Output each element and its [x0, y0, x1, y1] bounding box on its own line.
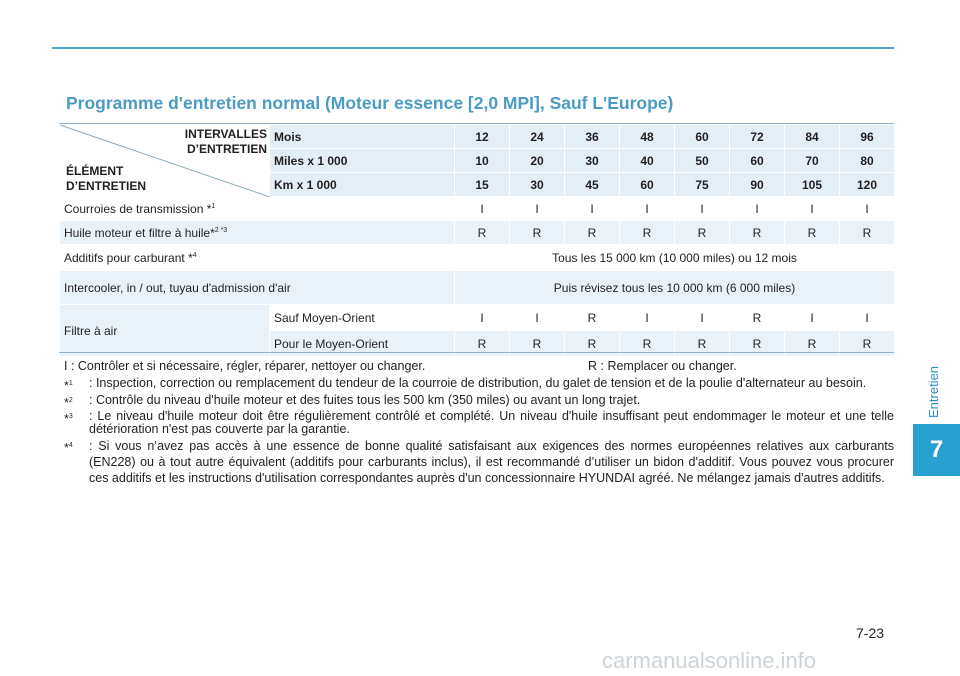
table-row-air-filter-1: [60, 305, 895, 331]
header-cell: 84: [785, 125, 840, 149]
schedule-cell: R: [840, 221, 895, 245]
item-text: Intercooler, in / out, tuyau d'admission d'air: [64, 280, 291, 295]
item-footnote: 4: [192, 251, 197, 259]
header-cell: 90: [730, 173, 785, 197]
schedule-cell: I: [510, 305, 565, 331]
table-row-oil: [60, 221, 895, 245]
footnote-mark: [64, 376, 73, 394]
header-cell: 40: [620, 149, 675, 173]
schedule-cell: I: [840, 305, 895, 331]
schedule-cell: I: [785, 305, 840, 331]
header-cell: 15: [455, 173, 510, 197]
footnote-text: : Si vous n’avez pas accès à une essence de bonne qualité satisfaisant aux exigences des normes européennes relatives aux carburants (EN228) ou à tout autre équivalent (additifs pour carburants inclus), il est recommandé d’utiliser un bidon d'additif. Vous pouvez vous procurer ces additifs et les instructions d'utilisation correspondantes auprès d'un concessionnaire HYUNDAI agréé. Ne mélangez jamais d'autres additifs.: [89, 439, 894, 485]
schedule-cell: R: [455, 221, 510, 245]
chapter-tab: 7: [913, 424, 960, 476]
schedule-cell: I: [675, 197, 730, 221]
schedule-cell: R: [675, 331, 730, 357]
item-label: [60, 271, 455, 305]
table-row-fuel-additives: [60, 245, 895, 271]
footnote-3: [64, 410, 894, 436]
schedule-cell: I: [840, 197, 895, 221]
schedule-cell: I: [455, 305, 510, 331]
table-bottom-rule: [59, 352, 894, 353]
schedule-cell: R: [510, 221, 565, 245]
footnote-mark: [64, 410, 73, 426]
footnote-number: 4: [68, 442, 73, 449]
item-label: [60, 221, 455, 245]
footnote-2: [64, 393, 894, 408]
header-cell: 105: [785, 173, 840, 197]
maintenance-schedule-table: [59, 124, 895, 357]
page-number: 7-23: [856, 625, 885, 641]
schedule-cell: R: [840, 331, 895, 357]
header-cell: 50: [675, 149, 730, 173]
table-row-belts: [60, 197, 895, 221]
legend-replace: R : Remplacer ou changer.: [588, 359, 737, 373]
header-cell: 70: [785, 149, 840, 173]
header-label: Km x 1 000: [270, 173, 455, 197]
schedule-cell: I: [620, 197, 675, 221]
header-cell: 75: [675, 173, 730, 197]
footnote-asterisk: *: [64, 379, 69, 393]
schedule-cell: R: [620, 221, 675, 245]
item-footnote: 1: [211, 202, 216, 210]
watermark: carmanualsonline.info: [602, 648, 817, 673]
header-label: Mois: [270, 125, 455, 149]
schedule-cell: R: [730, 331, 785, 357]
header-cell: 10: [455, 149, 510, 173]
schedule-cell: R: [730, 305, 785, 331]
schedule-cell: I: [675, 305, 730, 331]
schedule-cell: R: [455, 331, 510, 357]
header-cell: 45: [565, 173, 620, 197]
header-cell: 48: [620, 125, 675, 149]
schedule-cell: R: [785, 331, 840, 357]
footnote-asterisk: *: [64, 396, 69, 410]
item-label: [60, 197, 455, 221]
header-label: Miles x 1 000: [270, 149, 455, 173]
header-cell: 60: [620, 173, 675, 197]
footnote-text: : Le niveau d'huile moteur doit être régulièrement contrôlé et complété. Un niveau d'huile insuffisant peut endommager le moteur et une telle détérioration n'est pas couverte par la garantie.: [89, 409, 894, 436]
schedule-cell: R: [785, 221, 840, 245]
schedule-cell: R: [510, 331, 565, 357]
footnote-1: [64, 376, 894, 391]
table-row-intercooler: [60, 271, 895, 305]
sub-item-label: Sauf Moyen-Orient: [270, 305, 455, 331]
schedule-cell: I: [730, 197, 785, 221]
corner-element-text: ÉLÉMENT D’ENTRETIEN: [66, 164, 147, 193]
schedule-cell: I: [510, 197, 565, 221]
header-cell: 60: [675, 125, 730, 149]
item-text: Additifs pour carburant *: [64, 250, 193, 265]
item-text: Courroies de transmission *: [64, 201, 212, 216]
legend-inspect: I : Contrôler et si nécessaire, régler, réparer, nettoyer ou changer.: [64, 359, 426, 373]
footnote-text: : Inspection, correction ou remplacement du tendeur de la courroie de distribution, du galet de tension et de la poulie d'alternateur au besoin.: [89, 376, 867, 390]
schedule-cell: R: [565, 221, 620, 245]
schedule-cell: R: [565, 331, 620, 357]
page-title: Programme d'entretien normal (Moteur essence [2,0 MPI], Sauf L'Europe): [66, 93, 674, 113]
item-label: [60, 245, 455, 271]
footnote-text: : Contrôle du niveau d'huile moteur et des fuites tous les 500 km (350 miles) ou avant un long trajet.: [89, 393, 641, 407]
sub-item-label: Pour le Moyen-Orient: [270, 331, 455, 357]
footnote-number: 1: [68, 380, 73, 387]
item-footnote: 2 *3: [214, 226, 228, 234]
footnote-number: 2: [68, 397, 73, 404]
legend-row: [64, 359, 894, 374]
header-cell: 30: [510, 173, 565, 197]
footnote-mark: [64, 393, 73, 411]
footnote-asterisk: *: [64, 412, 69, 426]
footnote-4: [64, 438, 894, 486]
corner-element-label: [66, 164, 146, 194]
header-cell: 80: [840, 149, 895, 173]
item-label: Filtre à air: [60, 305, 270, 357]
header-cell: 60: [730, 149, 785, 173]
schedule-cell: I: [620, 305, 675, 331]
header-cell: 24: [510, 125, 565, 149]
footnote-number: 3: [68, 413, 73, 420]
schedule-cell: I: [565, 197, 620, 221]
schedule-cell: R: [730, 221, 785, 245]
interval-note: Tous les 15 000 km (10 000 miles) ou 12 mois: [455, 245, 895, 271]
item-text: Huile moteur et filtre à huile*: [64, 225, 215, 240]
interval-note: Puis révisez tous les 10 000 km (6 000 miles): [455, 271, 895, 305]
table-corner-header: [60, 125, 270, 197]
header-cell: 20: [510, 149, 565, 173]
header-cell: 96: [840, 125, 895, 149]
legend-block: [64, 359, 894, 486]
footnote-asterisk: *: [64, 441, 69, 455]
header-cell: 12: [455, 125, 510, 149]
schedule-cell: R: [675, 221, 730, 245]
section-label: Entretien: [926, 365, 941, 419]
schedule-cell: I: [455, 197, 510, 221]
top-rule: [52, 47, 894, 49]
schedule-cell: I: [785, 197, 840, 221]
footnote-mark: [64, 438, 73, 456]
header-cell: 72: [730, 125, 785, 149]
header-cell: 120: [840, 173, 895, 197]
header-cell: 30: [565, 149, 620, 173]
header-row-months: [60, 125, 895, 149]
schedule-cell: R: [620, 331, 675, 357]
header-cell: 36: [565, 125, 620, 149]
schedule-cell: R: [565, 305, 620, 331]
corner-intervals-label: [185, 127, 267, 157]
corner-intervals-text: INTERVALLES D’ENTRETIEN: [184, 127, 267, 156]
table-top-rule: [59, 123, 894, 124]
